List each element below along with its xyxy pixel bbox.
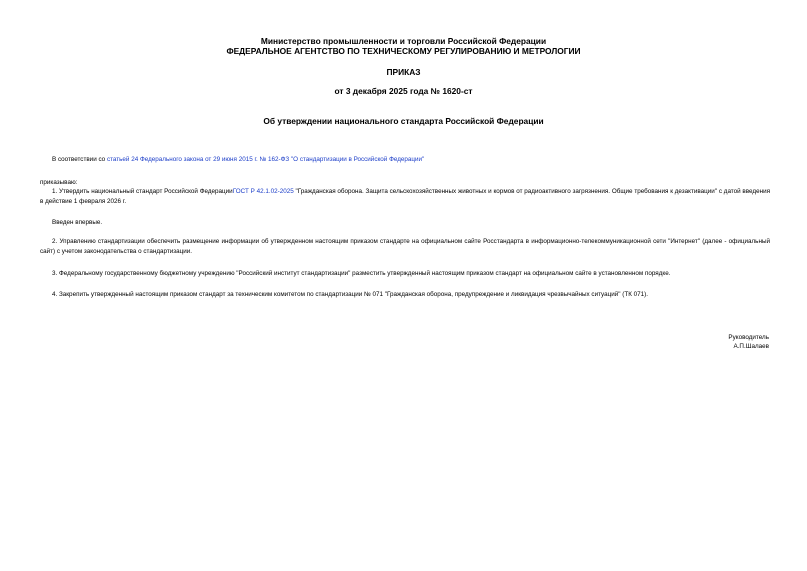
agency-name: ФЕДЕРАЛЬНОЕ АГЕНТСТВО ПО ТЕХНИЧЕСКОМУ РЕГУЛИРОВАНИЮ И МЕТРОЛОГИИ bbox=[226, 46, 581, 56]
federal-law-link[interactable]: статьей 24 Федерального закона от 29 июня 2015 г. № 162-ФЗ "О стандартизации в Российской Федерации" bbox=[106, 156, 425, 163]
order-item-4: 4. Закрепить утвержденный настоящим приказом стандарт за техническим комитетом по стандартизации № 071 "Гражданская оборона, предупреждение и ликвидация чрезвычайных ситуаций" (ТК 071). bbox=[52, 291, 648, 298]
document-date-number: от 3 декабря 2025 года № 1620-ст bbox=[334, 86, 473, 96]
order-item-1-lead: 1. Утвердить национальный стандарт Российской Федерации bbox=[52, 188, 233, 195]
order-item-3: 3. Федеральному государственному бюджетному учреждению "Российский институт стандартизации" разместить утвержденный настоящим приказом стандарт на официальном сайте в установленном порядке. bbox=[52, 270, 671, 277]
order-item-1-rest: "Гражданская оборона. Защита сельскохозяйственных животных и кормов от радиоактивного загрязнения. Общие требования к дезактивации" с датой введения в действие 1 февраля 2026 г. bbox=[40, 188, 770, 205]
signature-name: А.П.Шалаев bbox=[733, 343, 769, 350]
standard-link[interactable]: ГОСТ Р 42.1.02-2025 bbox=[232, 188, 294, 195]
ministry-name: Министерство промышленности и торговли Российской Федерации bbox=[260, 36, 547, 46]
preamble bbox=[40, 155, 770, 165]
preamble-lead: В соответствии со bbox=[52, 156, 107, 163]
document-type: ПРИКАЗ bbox=[386, 67, 421, 77]
orders-word: приказываю: bbox=[40, 179, 78, 186]
signature-title: Руководитель bbox=[728, 334, 769, 341]
document-subject: Об утверждении национального стандарта Российской Федерации bbox=[263, 116, 544, 126]
order-item-1 bbox=[40, 187, 770, 206]
order-item-2: 2. Управлению стандартизации обеспечить размещение информации об утвержденном настоящим приказом стандарте на официальном сайте Росстандарта в информационно-телекоммуникационной сети "Интернет" (далее - официальный сайт) с учетом законодательства о стандартизации. bbox=[40, 238, 770, 255]
introduced-first: Введен впервые. bbox=[52, 219, 103, 226]
